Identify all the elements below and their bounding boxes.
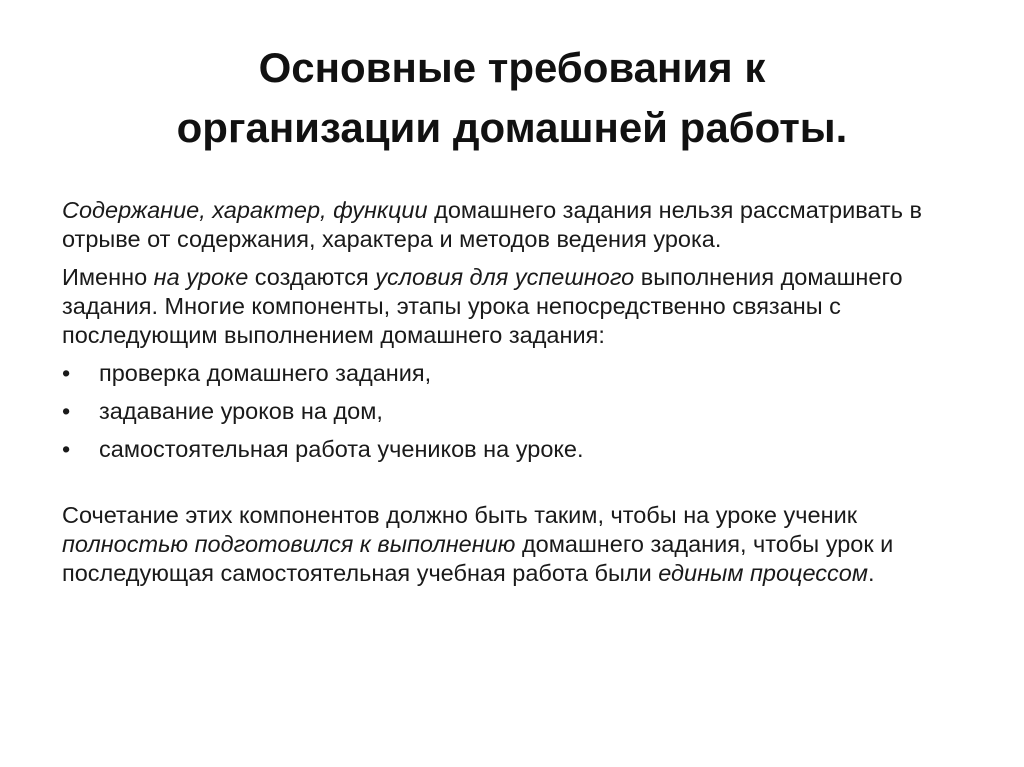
emphasis-text: Содержание, характер, функции: [62, 197, 428, 223]
bullet-icon: •: [62, 436, 71, 462]
paragraph-text: домашнего задания нельзя рассматривать в отрыве от содержания, характера и методов ведения урока.: [62, 197, 923, 252]
list-item: [62, 397, 962, 426]
emphasis-text: на уроке: [153, 264, 249, 290]
paragraph-text: создаются: [248, 264, 376, 290]
list-item-text: задавание уроков на дом,: [99, 398, 383, 424]
slide-title: [40, 38, 984, 158]
paragraph-text: Именно: [62, 264, 154, 290]
slide-body: [62, 196, 962, 588]
paragraph-text: Сочетание этих компонентов должно быть таким, чтобы на уроке ученик: [62, 502, 857, 528]
list-item: [62, 435, 962, 464]
title-line-2: организации домашней работы.: [176, 104, 848, 151]
paragraph-content-relation: [62, 196, 962, 254]
paragraph-text: .: [867, 560, 875, 586]
paragraph-lesson-conditions: [62, 263, 962, 350]
paragraph-unified-process: [62, 501, 962, 588]
emphasis-text: условия для успешного: [375, 264, 635, 290]
emphasis-text: полностью подготовился к выполнению: [62, 531, 516, 557]
list-item-text: самостоятельная работа учеников на уроке.: [99, 436, 584, 462]
bullet-icon: •: [62, 398, 71, 424]
paragraph-text: домашнего задания, чтобы урок и последующая самостоятельная учебная работа были: [62, 531, 894, 586]
list-item-text: проверка домашнего задания,: [99, 360, 432, 386]
bullet-icon: •: [62, 360, 71, 386]
paragraph-text: выполнения домашнего задания. Многие компоненты, этапы урока непосредственно связаны с последующим выполнением домашнего задания:: [62, 264, 903, 348]
title-line-1: Основные требования к: [258, 44, 766, 91]
bullet-list: [62, 359, 962, 464]
list-item: [62, 359, 962, 388]
emphasis-text: единым процессом: [658, 560, 868, 586]
